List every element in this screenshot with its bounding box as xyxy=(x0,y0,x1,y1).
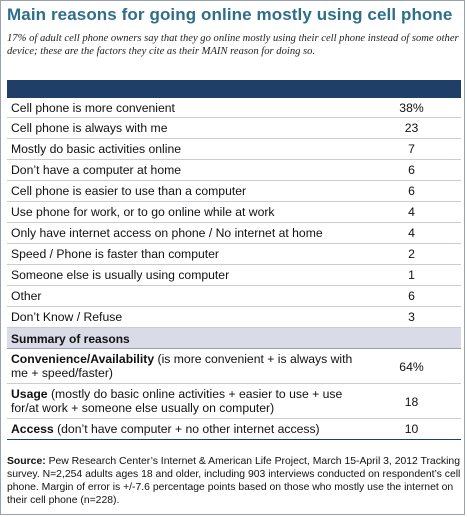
row-value: 23 xyxy=(404,121,419,135)
row-value: 6 xyxy=(408,184,415,198)
row-label: Mostly do basic activities online xyxy=(11,142,182,156)
table-header-band xyxy=(7,80,461,97)
row-label: Other xyxy=(11,289,42,303)
summary-row xyxy=(7,384,461,419)
row-label: Only have internet access on phone / No internet at home xyxy=(11,226,323,240)
row-label: Don’t have a computer at home xyxy=(11,163,182,177)
row-label: Cell phone is more convenient xyxy=(11,101,175,115)
summary-term: Convenience/Availability xyxy=(11,352,155,366)
summary-row-value: 64% xyxy=(399,360,424,374)
row-label: Use phone for work, or to go online while at work xyxy=(11,205,275,219)
summary-heading-row xyxy=(7,328,461,349)
table-row xyxy=(7,118,461,139)
row-label: Don’t Know / Refuse xyxy=(11,310,123,324)
summary-detail: (is more convenient + is always with me + speed/faster) xyxy=(11,352,353,380)
summary-rows xyxy=(7,349,461,440)
summary-row xyxy=(7,419,461,440)
row-label: Cell phone is always with me xyxy=(11,121,168,135)
table-row xyxy=(7,181,461,202)
summary-term: Usage xyxy=(11,387,48,401)
row-value: 6 xyxy=(408,163,415,177)
table-row xyxy=(7,97,461,118)
summary-term: Access xyxy=(11,422,54,436)
row-value: 38% xyxy=(399,101,424,115)
table-row xyxy=(7,223,461,244)
table-row xyxy=(7,244,461,265)
row-value: 2 xyxy=(408,247,415,261)
summary-row-label xyxy=(11,387,356,415)
source-note xyxy=(7,455,461,507)
summary-row-label xyxy=(11,352,356,380)
row-label: Someone else is usually using computer xyxy=(11,268,230,282)
row-value: 3 xyxy=(408,310,415,324)
row-value: 1 xyxy=(408,268,415,282)
row-value: 7 xyxy=(408,142,415,156)
table-rows xyxy=(7,97,461,328)
table-row xyxy=(7,286,461,307)
source-text: Pew Research Center’s Internet & American Life Project, March 15-April 3, 2012 Tracking survey. N=2,254 adults ages 18 and older, including 903 interviews conducted on respondent’s cell phone. Margin of error is +/-7.6 percentage points based on those who mostly use the internet on their cell phone (n=228). xyxy=(7,456,461,506)
summary-row xyxy=(7,349,461,384)
summary-heading: Summary of reasons xyxy=(11,332,130,346)
row-value: 4 xyxy=(408,226,415,240)
table-row xyxy=(7,139,461,160)
table-row xyxy=(7,202,461,223)
chart-subtitle: 17% of adult cell phone owners say that they go online mostly using their cell phone instead of some other device; these are the factors they cite as their MAIN reason for doing so. xyxy=(7,33,459,57)
row-label: Speed / Phone is faster than computer xyxy=(11,247,219,261)
table-row xyxy=(7,265,461,286)
table-row xyxy=(7,160,461,181)
data-table xyxy=(7,80,461,440)
source-label: Source: xyxy=(7,456,46,467)
summary-detail: (mostly do basic online activities + easier to use + use for/at work + someone else usually on computer) xyxy=(11,387,343,415)
summary-row-label xyxy=(11,422,356,436)
row-label: Cell phone is easier to use than a computer xyxy=(11,184,247,198)
chart-title: Main reasons for going online mostly using cell phone xyxy=(7,5,453,24)
table-row xyxy=(7,307,461,328)
summary-row-value: 10 xyxy=(404,422,419,436)
row-value: 4 xyxy=(408,205,415,219)
summary-detail: (don’t have computer + no other internet access) xyxy=(53,422,320,436)
summary-row-value: 18 xyxy=(404,395,419,409)
row-value: 6 xyxy=(408,289,415,303)
